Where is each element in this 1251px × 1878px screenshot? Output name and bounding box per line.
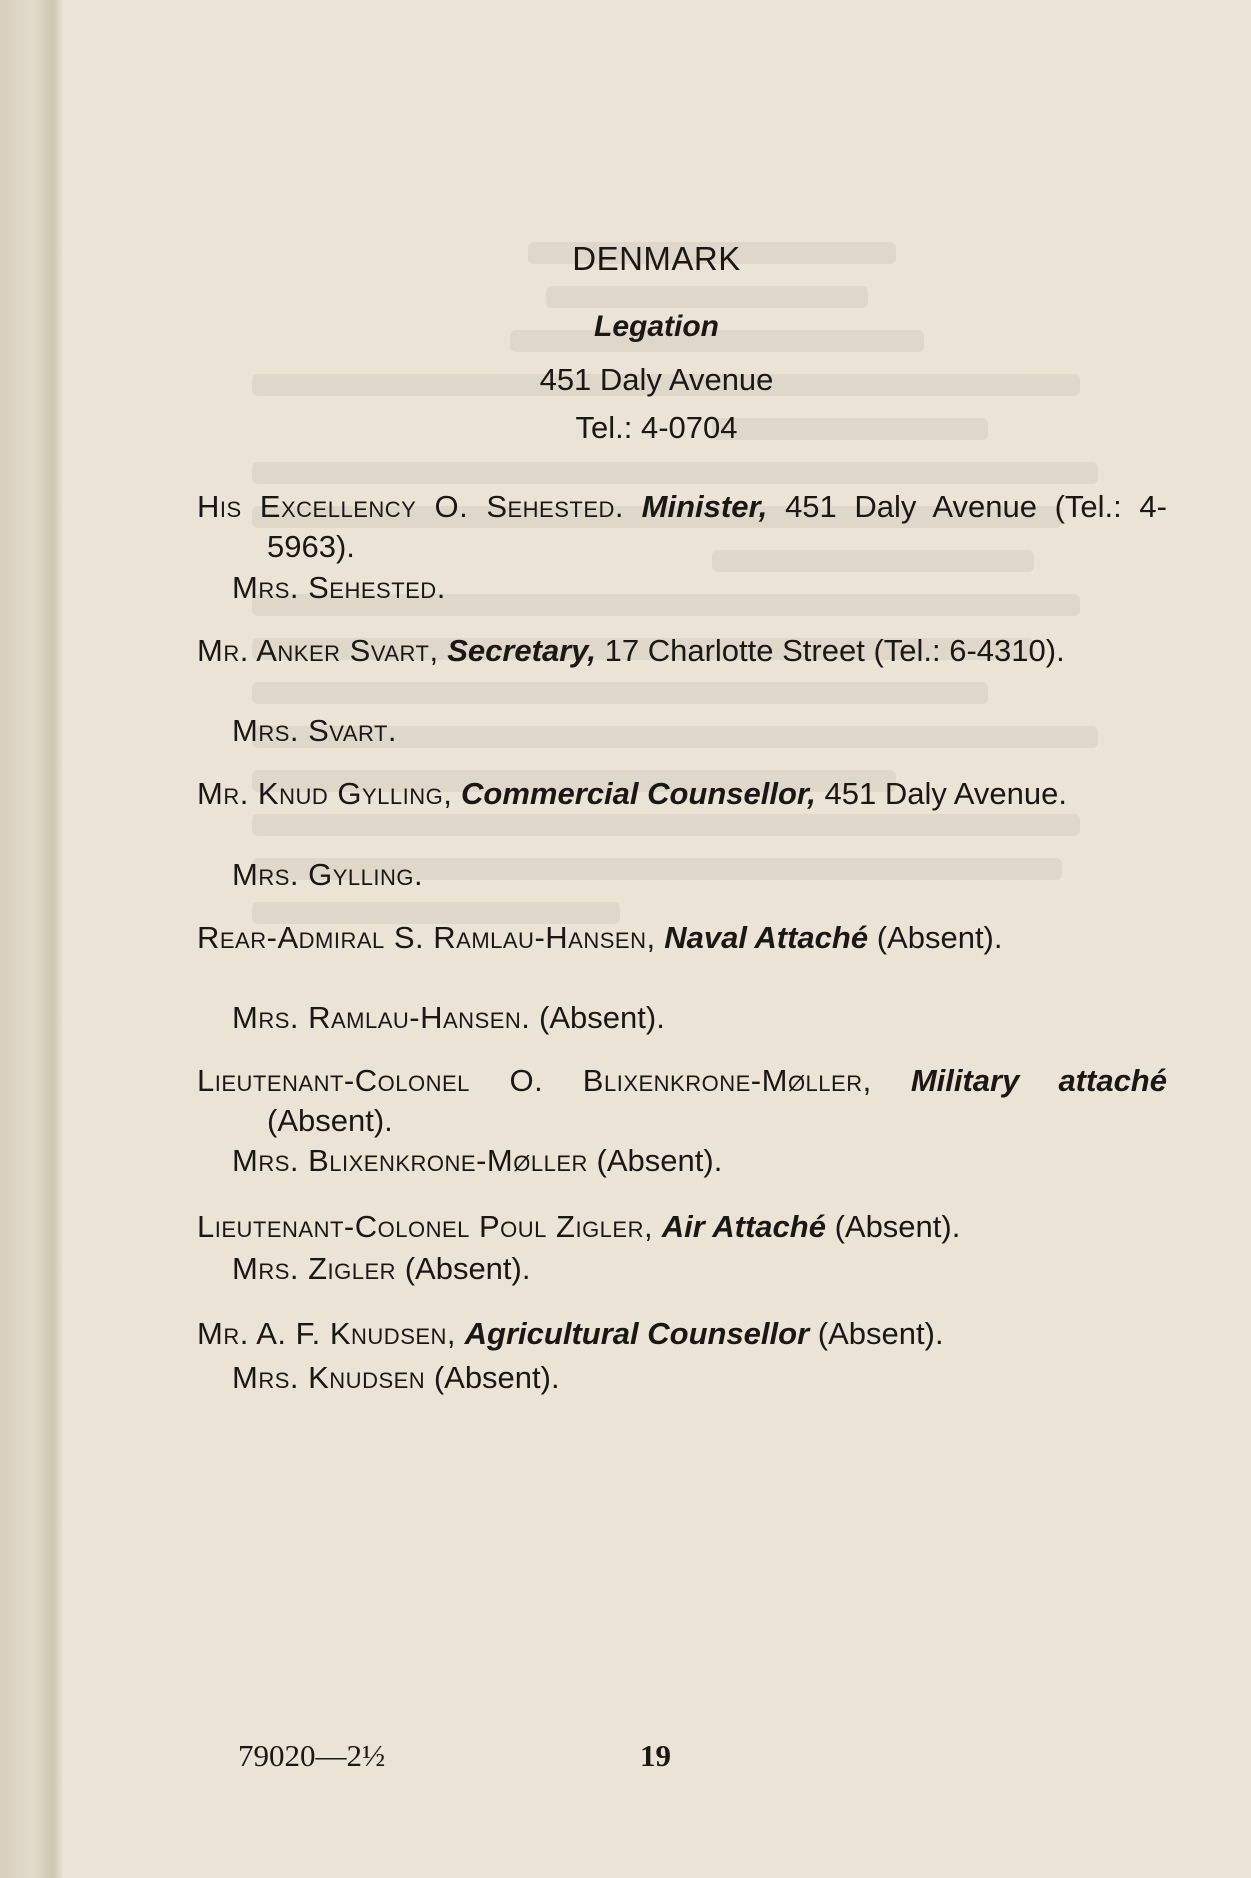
staff-name: Lieutenant-Colonel Poul Zigler, [197, 1209, 654, 1244]
spouse-entry [232, 711, 1132, 751]
page-number: 19 [640, 1738, 671, 1773]
staff-name: Lieutenant-Colonel O. Blixenkrone-Møller, [197, 1063, 872, 1098]
staff-title: Secretary, [447, 633, 596, 668]
staff-entry [197, 918, 1167, 958]
staff-title: Minister, [641, 489, 768, 524]
spouse-name: Mrs. Gylling. [232, 857, 424, 892]
spouse-name: Mrs. Blixenkrone-Møller [232, 1143, 588, 1178]
staff-title: Air Attaché [661, 1209, 826, 1244]
mission-telephone: Tel.: 4-0704 [575, 410, 738, 445]
staff-name: Mr. Knud Gylling, [197, 776, 453, 811]
spouse-details: (Absent). [433, 1360, 560, 1395]
staff-title: Agricultural Counsellor [464, 1316, 810, 1351]
staff-entry [197, 1207, 1167, 1247]
staff-details: 451 Daly Avenue (Tel.: 4-5963). [267, 489, 1167, 564]
staff-entry [197, 487, 1167, 567]
spouse-entry [232, 1249, 1132, 1289]
mission-type: Legation [594, 310, 719, 343]
staff-details: (Absent). [817, 1316, 944, 1351]
spouse-name: Mrs. Zigler [232, 1251, 397, 1286]
book-spine-shadow [0, 0, 62, 1878]
staff-title: Commercial Counsellor, [461, 776, 816, 811]
spouse-entry [232, 998, 1132, 1038]
staff-name: Mr. Anker Svart, [197, 633, 439, 668]
spouse-entry [232, 568, 1132, 608]
country-heading: DENMARK [572, 240, 741, 277]
staff-details: (Absent). [267, 1103, 393, 1138]
spouse-details: (Absent). [539, 1000, 665, 1035]
staff-details: (Absent). [834, 1209, 961, 1244]
staff-entry [197, 774, 1167, 814]
spouse-details: (Absent). [596, 1143, 723, 1178]
spouse-details: (Absent). [404, 1251, 531, 1286]
staff-entry [197, 631, 1167, 671]
spouse-entry [232, 1141, 1132, 1181]
spouse-entry [232, 1358, 1132, 1398]
print-code: 79020—2½ [238, 1738, 386, 1773]
staff-title: Military attaché [910, 1063, 1167, 1098]
staff-name: Rear-Admiral S. Ramlau-Hansen, [197, 920, 656, 955]
staff-details: 17 Charlotte Street (Tel.: 6-4310). [604, 633, 1065, 668]
staff-details: (Absent). [876, 920, 1003, 955]
staff-entry [197, 1314, 1167, 1354]
staff-name: His Excellency O. Sehested. [197, 489, 625, 524]
spouse-name: Mrs. Knudsen [232, 1360, 426, 1395]
staff-entry [197, 1061, 1167, 1141]
document-page [62, 0, 1251, 1878]
spouse-name: Mrs. Svart. [232, 713, 398, 748]
spouse-name: Mrs. Ramlau-Hansen. [232, 1000, 531, 1035]
staff-details: 451 Daly Avenue. [824, 776, 1067, 811]
staff-title: Naval Attaché [664, 920, 869, 955]
spouse-name: Mrs. Sehested. [232, 570, 446, 605]
mission-address: 451 Daly Avenue [539, 362, 774, 397]
staff-name: Mr. A. F. Knudsen, [197, 1316, 457, 1351]
spouse-entry [232, 855, 1132, 895]
